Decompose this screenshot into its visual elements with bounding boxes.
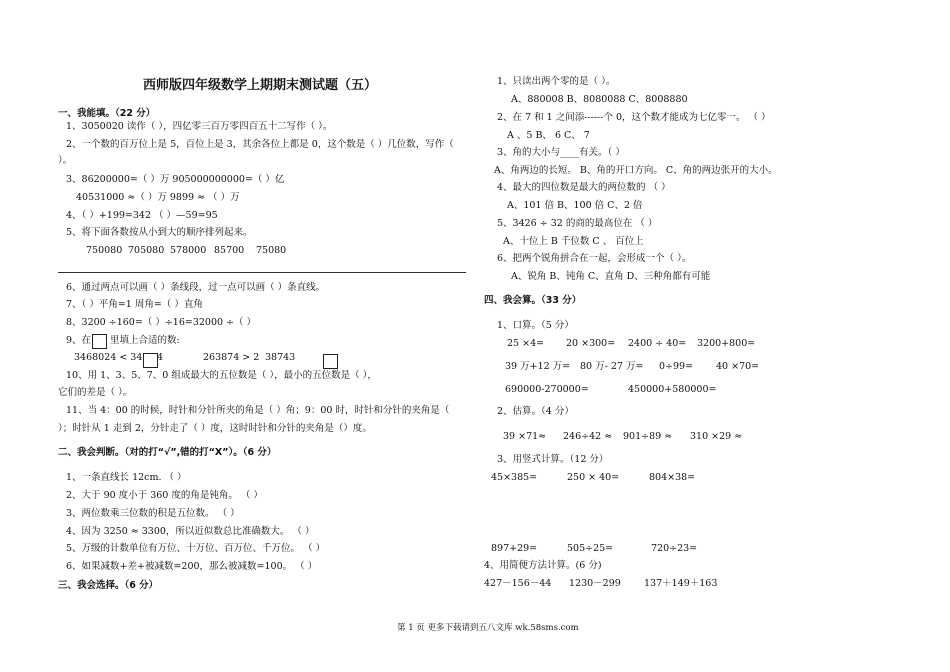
estimate-item: 39 ×71≈ bbox=[503, 431, 547, 442]
oral-item: 690000-270000= bbox=[505, 384, 589, 395]
oral-item: 2400 ÷ 40= bbox=[628, 338, 687, 349]
question-1-11-cont: ）；时针从 1 走到 2，分针走了（ ）度，这时时针和分针的夹角是（）度。 bbox=[58, 423, 372, 434]
question-1-8: 8、3200 ÷160=（ ）÷16=32000 ÷（ ） bbox=[66, 317, 257, 328]
section-1-heading: 一、我能填。（22 分） bbox=[58, 108, 156, 119]
oral-item: 39 万+12 万= bbox=[505, 361, 571, 372]
question-1-3b: 40531000 ≈（ ）万 9899 ≈ （ ）万 bbox=[76, 192, 240, 203]
oral-item: 450000+580000= bbox=[628, 384, 717, 395]
section-2-heading: 二、我会判断。（对的打“√”,错的打“X”）。（6 分） bbox=[58, 447, 277, 458]
question-1-9-text: 里填上合适的数: bbox=[110, 335, 180, 346]
vertical-item: 720÷23= bbox=[651, 543, 698, 554]
question-1-3a: 3、86200000=（ ）万 905000000000=（ ）亿 bbox=[66, 174, 285, 185]
oral-item: 25 ×4= bbox=[507, 338, 545, 349]
judge-item-5: 5、万级的计数单位有万位、十万位、百万位、千万位。 （ ） bbox=[66, 543, 326, 554]
vertical-item: 45×385= bbox=[491, 472, 538, 483]
fill-box bbox=[323, 354, 338, 369]
choice-q4: 4、最大的四位数是最大的两位数的 （ ） bbox=[497, 182, 671, 193]
choice-q6: 6、把两个锐角拼合在一起，会形成一个（ ）。 bbox=[497, 253, 692, 264]
choice-q2-options: A 、5 B、 6 C、 7 bbox=[507, 130, 590, 141]
question-1-6: 6、通过两点可以画（ ）条线段，过一点可以画（ ）条直线。 bbox=[66, 282, 326, 293]
simplify-label: 4、用简便方法计算。(6 分) bbox=[484, 560, 602, 571]
choice-q1: 1、只读出两个零的是（ ）。 bbox=[497, 76, 616, 87]
oral-item: 40 ×70= bbox=[716, 361, 760, 372]
number-750080: 750080 bbox=[86, 245, 123, 256]
question-1-4: 4、（ ）+199=342 （ ）—59=95 bbox=[66, 210, 218, 221]
choice-q2: 2、在 7 和 1 之间添------个 0，这个数才能成为七亿零一。 （ ） bbox=[497, 112, 771, 123]
choice-q5-options: A、十位上 B 千位数 C 、 百位上 bbox=[503, 236, 644, 247]
fill-box bbox=[92, 334, 107, 349]
judge-item-4: 4、因为 3250 ≈ 3300，所以近似数总比准确数大。 （ ） bbox=[66, 526, 315, 537]
vertical-item: 897+29= bbox=[491, 543, 538, 554]
question-1-10: 10、用 1、3、5、7、0 组成最大的五位数是（ ），最小的五位数是（ ）， bbox=[66, 370, 377, 381]
choice-q1-options: A、880008 B、8080088 C、8008880 bbox=[511, 94, 688, 105]
simplify-item: 427－156－44 bbox=[484, 578, 552, 589]
oral-label: 1、口算。（5 分） bbox=[497, 320, 574, 331]
section-3-heading: 三、我会选择。（6 分） bbox=[58, 580, 159, 591]
section-4-heading: 四、我会算。（33 分） bbox=[484, 295, 582, 306]
judge-item-1: 1、一条直线长 12cm. （ ） bbox=[66, 472, 187, 483]
oral-item: 3200+800= bbox=[697, 338, 756, 349]
question-1-11: 11、当 4：00 的时候，时针和分针所夹的角是（ ）角；9：00 时，时针和分针的夹角是（ bbox=[66, 405, 450, 416]
page-footer: 第 1 页 更多下载请到五八文库 wk.58sms.com bbox=[397, 623, 579, 633]
vertical-label: 3、用竖式计算。（12 分） bbox=[497, 454, 609, 465]
number-85700: 85700 bbox=[214, 245, 245, 256]
divider-line bbox=[58, 272, 466, 273]
estimate-item: 310 ×29 ≈ bbox=[690, 431, 743, 442]
judge-item-2: 2、大于 90 度小于 360 度的角是钝角。 （ ） bbox=[66, 490, 263, 501]
vertical-item: 804×38= bbox=[649, 472, 696, 483]
question-1-9: 9、在 bbox=[66, 335, 92, 346]
estimate-label: 2、估算。（4 分） bbox=[497, 406, 574, 417]
choice-q3: 3、角的大小与____有关。（ ） bbox=[497, 147, 625, 158]
number-705080: 705080 bbox=[128, 245, 165, 256]
choice-q3-options: A、角两边的长短。 B、角的开口方向。 C、角的两边张开的大小。 bbox=[494, 165, 778, 176]
compare-2-left: 263874 > 2 bbox=[203, 352, 260, 363]
choice-q6-options: A、锐角 B、钝角 C、直角 D、三种角都有可能 bbox=[511, 271, 711, 282]
question-1-2: 2、一个数的百万位上是 5，百位上是 3，其余各位上都是 0，这个数是（ ）几位数，写作（ bbox=[66, 139, 454, 150]
oral-item: 80 万- 27 万= bbox=[580, 361, 644, 372]
question-1-5: 5、将下面各数按从小到大的顺序排列起来。 bbox=[66, 227, 253, 238]
compare-1-right: 4 bbox=[157, 352, 164, 363]
compare-2-right: 38743 bbox=[265, 352, 296, 363]
oral-item: 0÷99= bbox=[659, 361, 694, 372]
compare-1-left: 3468024 < 34 bbox=[74, 352, 143, 363]
judge-item-3: 3、两位数乘三位数的积是五位数。 （ ） bbox=[66, 508, 240, 519]
choice-q5: 5、3426 ÷ 32 的商的最高位在 （ ） bbox=[497, 218, 658, 229]
judge-item-6: 6、如果减数+差+被减数=200，那么被减数=100。 （ ） bbox=[66, 561, 318, 572]
fill-box bbox=[143, 353, 158, 368]
simplify-item: 137＋149＋163 bbox=[644, 578, 718, 589]
estimate-item: 901÷89 ≈ bbox=[623, 431, 673, 442]
question-1-10-cont: 它们的差是（ ）。 bbox=[58, 387, 133, 398]
vertical-item: 250 × 40= bbox=[567, 472, 620, 483]
question-1-1: 1、3050020 读作（ ），四亿零三百万零四百五十二写作（ ）。 bbox=[66, 121, 333, 132]
simplify-item: 1230－299 bbox=[569, 578, 621, 589]
estimate-item: 246÷42 ≈ bbox=[563, 431, 613, 442]
vertical-item: 505÷25= bbox=[567, 543, 614, 554]
oral-item: 20 ×300= bbox=[566, 338, 616, 349]
choice-q4-options: A、101 倍 B、100 倍 C、2 倍 bbox=[507, 200, 643, 211]
page-title: 西师版四年级数学上期期末测试题（五） bbox=[143, 78, 378, 93]
question-1-7: 7、（ ）平角=1 周角=（ ）直角 bbox=[66, 299, 203, 310]
number-578000: 578000 bbox=[170, 245, 207, 256]
number-75080: 75080 bbox=[256, 245, 287, 256]
question-1-2-cont: ）。 bbox=[58, 155, 73, 166]
